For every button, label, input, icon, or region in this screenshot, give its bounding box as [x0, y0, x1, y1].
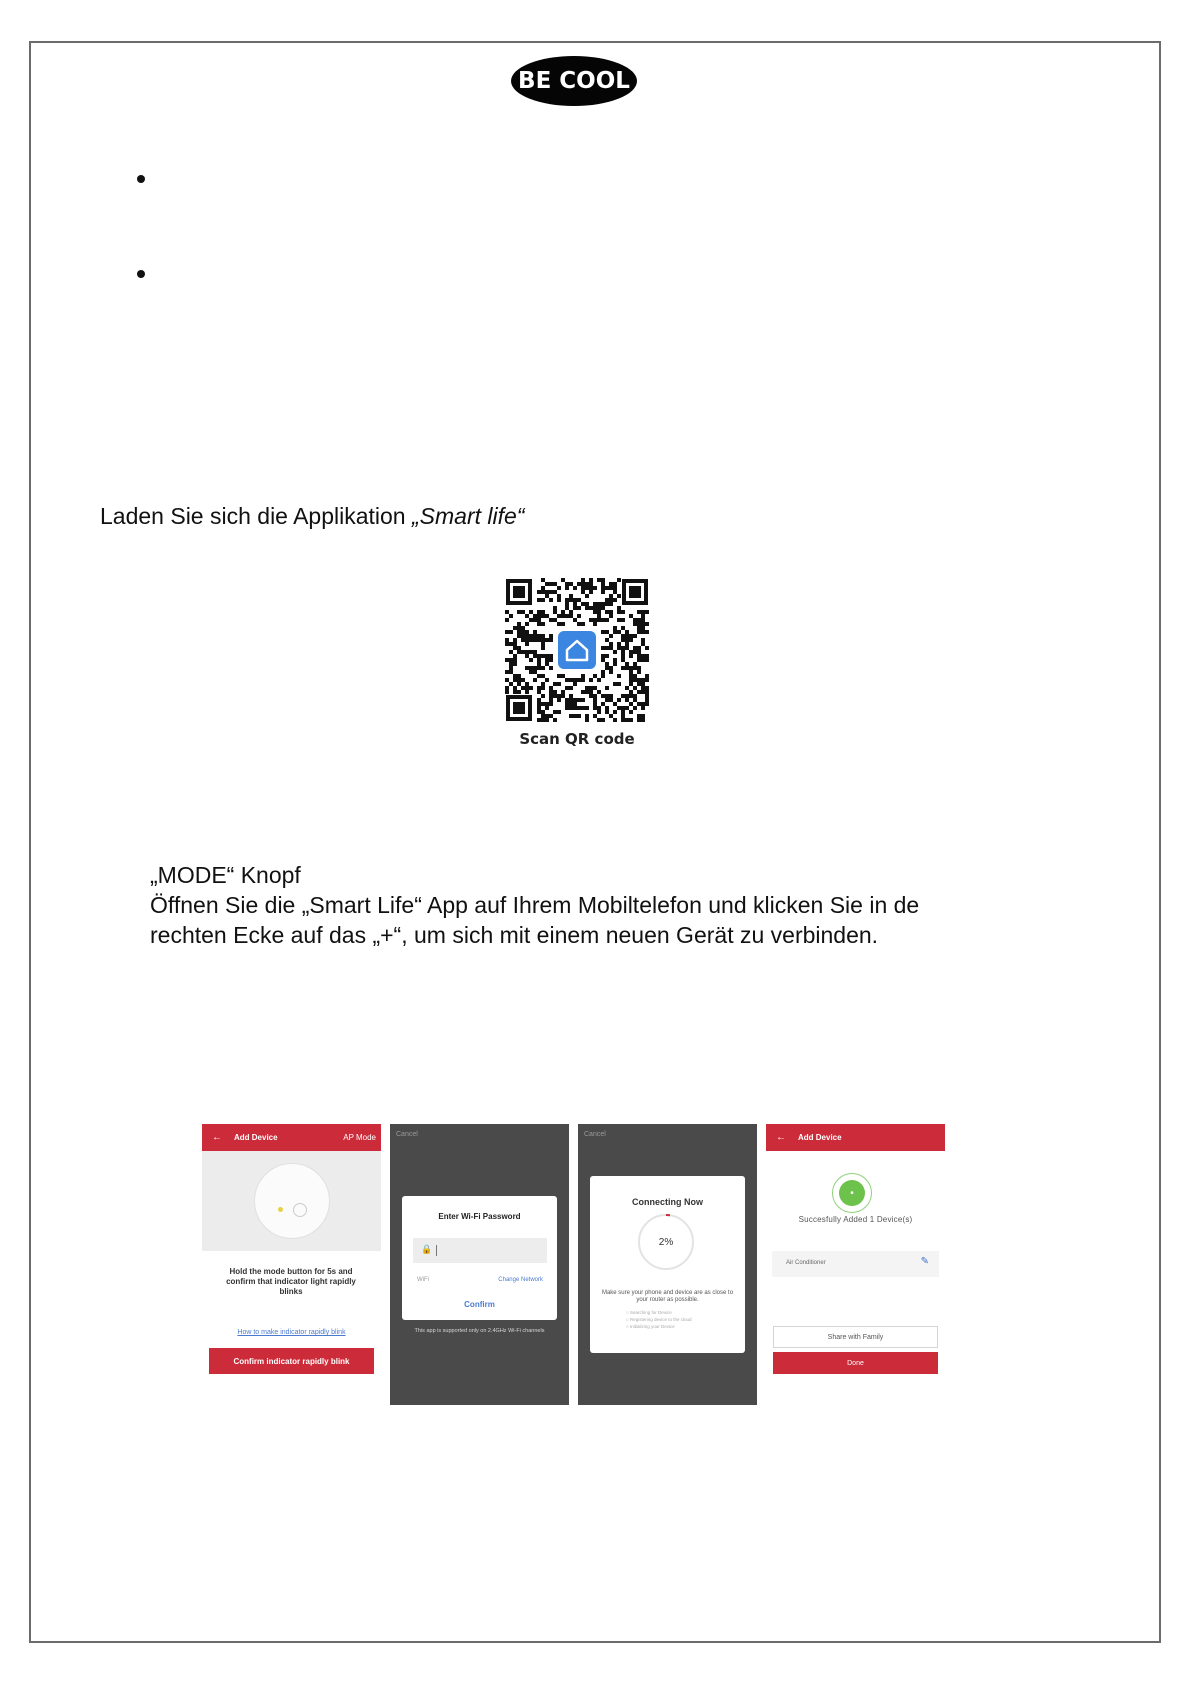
wifi-label: WiFi — [417, 1277, 429, 1283]
back-arrow-icon[interactable]: ← — [212, 1132, 222, 1143]
smart-life-app-icon — [558, 631, 596, 669]
app-name: „Smart life“ — [412, 503, 525, 529]
back-arrow-icon[interactable]: ← — [776, 1132, 786, 1143]
instruction-line-2: Öffnen Sie die „Smart Life“ App auf Ihrem Mobiltelefon und klicken Sie in de — [150, 892, 920, 918]
mode-button-icon — [293, 1203, 307, 1217]
done-button[interactable]: Done — [773, 1352, 938, 1374]
ap-mode-link[interactable]: AP Mode — [343, 1133, 376, 1142]
step-item: ○ Searching for Device — [626, 1310, 672, 1315]
confirm-blink-button[interactable]: Confirm indicator rapidly blink — [209, 1348, 374, 1374]
cancel-link[interactable]: Cancel — [584, 1131, 606, 1138]
lock-icon: 🔒 — [421, 1244, 433, 1254]
checkmark-icon: • — [839, 1180, 865, 1206]
device-circle — [254, 1163, 330, 1239]
qr-code — [505, 578, 649, 722]
instruction-line-3: rechten Ecke auf das „+“, um sich mit einem neuen Gerät zu verbinden. — [150, 922, 879, 948]
device-illustration — [202, 1151, 381, 1251]
step-item: ○ Initializing your Device — [626, 1324, 675, 1329]
dialog-title: Connecting Now — [632, 1197, 703, 1207]
app-header — [766, 1124, 945, 1151]
cancel-link[interactable]: Cancel — [396, 1131, 418, 1138]
share-family-button[interactable]: Share with Family — [773, 1326, 938, 1348]
mode-instruction: Hold the mode button for 5s and confirm that indicator light rapidly blinks — [226, 1267, 356, 1296]
connecting-dialog — [590, 1176, 745, 1353]
screen-ap-mode — [202, 1124, 381, 1405]
indicator-light-icon — [278, 1207, 283, 1212]
device-name: Air Conditioner — [786, 1260, 826, 1266]
password-input[interactable] — [413, 1238, 547, 1263]
dialog-title: Enter Wi-Fi Password — [438, 1212, 521, 1221]
wifi-note: This app is supported only on 2.4GHz Wi-Fi channels — [414, 1328, 545, 1334]
screen-device-added — [766, 1124, 945, 1405]
help-link[interactable]: How to make indicator rapidly blink — [237, 1329, 346, 1336]
bullet-1 — [137, 175, 145, 183]
download-instruction: Laden Sie sich die Applikation „Smart life“ — [100, 503, 525, 529]
screen-connecting — [578, 1124, 757, 1405]
header-title: Add Device — [798, 1133, 842, 1142]
app-header — [202, 1124, 381, 1151]
progress-arc — [638, 1214, 694, 1270]
instruction-line-1: „MODE“ Knopf — [150, 862, 301, 888]
bullet-2 — [137, 270, 145, 278]
change-network-link[interactable]: Change Network — [498, 1277, 543, 1283]
screen-wifi-password — [390, 1124, 569, 1405]
be-cool-logo: BE COOL — [511, 56, 637, 106]
edit-pencil-icon[interactable]: ✎ — [920, 1256, 929, 1267]
wifi-dialog — [402, 1196, 557, 1320]
setup-instructions — [150, 860, 919, 950]
confirm-button[interactable]: Confirm — [464, 1300, 495, 1309]
text-caret — [436, 1245, 437, 1256]
header-title: Add Device — [234, 1133, 278, 1142]
qr-caption: Scan QR code — [519, 730, 635, 748]
device-row[interactable] — [772, 1251, 939, 1277]
success-message: Succesfully Added 1 Device(s) — [798, 1215, 913, 1224]
connecting-message: Make sure your phone and device are as close to your router as possible. — [601, 1290, 734, 1303]
progress-value: 2% — [658, 1236, 674, 1248]
connecting-steps — [626, 1309, 692, 1330]
step-item: ○ Registering device to the cloud — [626, 1317, 692, 1322]
